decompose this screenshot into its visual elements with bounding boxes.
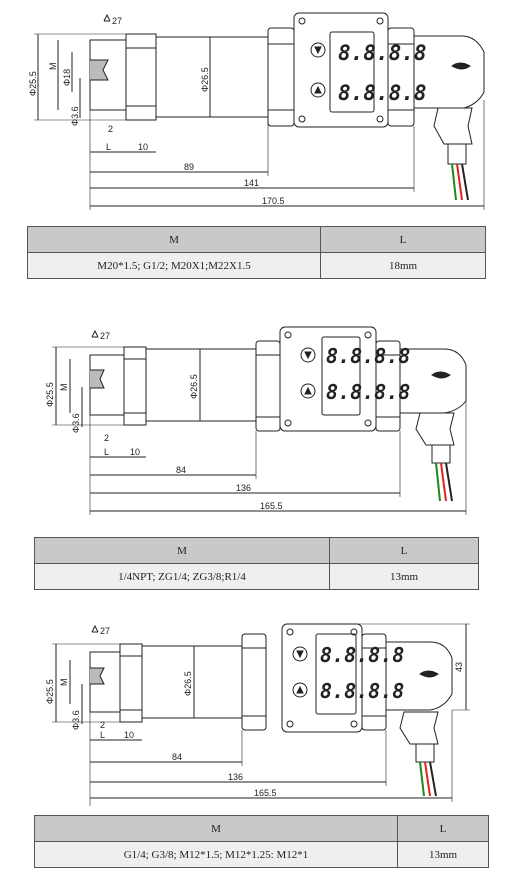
- outer-diameter-label: Φ25.5: [45, 382, 55, 407]
- col-m-header: M: [28, 227, 321, 253]
- body-diameter-label: Φ26.5: [200, 67, 210, 92]
- dim-10-label: 10: [124, 730, 135, 740]
- main-body: [156, 37, 268, 117]
- height-label: 43: [454, 661, 464, 672]
- display-digits-top: 8.8.8.8: [326, 344, 411, 368]
- length-1-label: 84: [172, 752, 183, 762]
- display-digits-bottom: 8.8.8.8: [338, 81, 427, 105]
- col-l-header: L: [321, 227, 486, 253]
- hex-size-label: 27: [100, 626, 111, 636]
- length-1-label: 84: [176, 465, 187, 475]
- display-digits-bottom: 8.8.8.8: [320, 679, 405, 703]
- body-diameter-label: Φ26.5: [189, 374, 199, 399]
- length-3-label: 165.5: [260, 501, 283, 511]
- length-2-label: 141: [244, 178, 260, 188]
- outer-diameter-label: Φ25.5: [28, 71, 38, 96]
- display-digits-bottom: 8.8.8.8: [326, 380, 411, 404]
- hex-nut: [126, 34, 156, 120]
- spec-table-3: [34, 815, 489, 868]
- wrench-icon: [104, 15, 110, 21]
- col-m-header: M: [35, 538, 330, 564]
- cable-gland: [434, 108, 472, 144]
- dim-2-label: 2: [100, 720, 106, 730]
- length-2-label: 136: [236, 483, 252, 493]
- outer-diameter-label: Φ25.5: [45, 679, 55, 704]
- transmitter-drawing-3: [0, 612, 516, 812]
- hole-diameter-label: Φ3.6: [71, 710, 81, 730]
- length-3-label: 170.5: [262, 196, 285, 206]
- length-1-label: 89: [184, 162, 195, 172]
- col-m-header: M: [35, 816, 398, 842]
- spec-table-2: [34, 537, 479, 590]
- col-l-header: L: [398, 816, 489, 842]
- thread-m-label: M: [59, 383, 69, 391]
- inner-diameter-label: Φ18: [62, 68, 72, 86]
- m-value-cell: M20*1.5; G1/2; M20X1;M22X1.5: [28, 253, 321, 279]
- thread-m-label: M: [59, 678, 69, 686]
- transmitter-drawing-2: [0, 315, 516, 520]
- display-digits-top: 8.8.8.8: [338, 41, 427, 65]
- spec-table-1: [27, 226, 486, 279]
- wrench-icon: [92, 626, 98, 632]
- dim-l-label: L: [104, 447, 110, 457]
- hole-diameter-label: Φ3.6: [70, 106, 80, 126]
- hex-size-label: 27: [100, 331, 111, 341]
- l-value-cell: 13mm: [330, 564, 479, 590]
- dim-2-label: 2: [108, 124, 114, 134]
- display-digits-top: 8.8.8.8: [320, 643, 405, 667]
- l-value-cell: 13mm: [398, 842, 489, 868]
- body-diameter-label: Φ26.5: [183, 671, 193, 696]
- l-value-cell: 18mm: [321, 253, 486, 279]
- dim-l-label: L: [106, 142, 112, 152]
- dim-2-label: 2: [104, 433, 110, 443]
- length-2-label: 136: [228, 772, 244, 782]
- dim-l-label: L: [100, 730, 106, 740]
- dim-10-label: 10: [138, 142, 149, 152]
- transmitter-drawing-1: [0, 0, 516, 218]
- dim-10-label: 10: [130, 447, 141, 457]
- length-3-label: 165.5: [254, 788, 277, 798]
- m-value-cell: G1/4; G3/8; M12*1.5; M12*1.25: M12*1: [35, 842, 398, 868]
- col-l-header: L: [330, 538, 479, 564]
- hole-diameter-label: Φ3.6: [71, 413, 81, 433]
- hex-size-label: 27: [112, 16, 123, 26]
- wrench-icon: [92, 331, 98, 337]
- thread-m-label: M: [48, 62, 58, 70]
- m-value-cell: 1/4NPT; ZG1/4; ZG3/8;R1/4: [35, 564, 330, 590]
